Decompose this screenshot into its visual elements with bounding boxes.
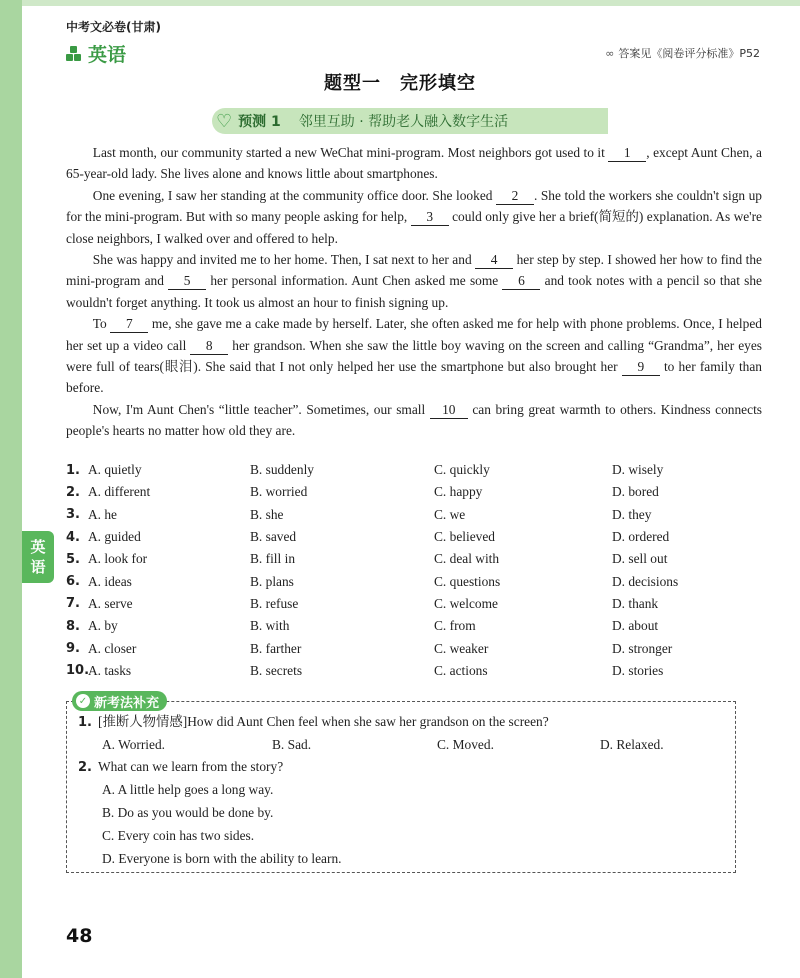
supplement-question-2 (78, 756, 728, 871)
passage-text: Last month, our community started a new WeChat mini-program. Most neighbors got used to it (92, 145, 609, 160)
link-icon: ∞ (605, 47, 615, 60)
answer-options-table (66, 459, 766, 682)
left-margin-rail (0, 0, 22, 978)
top-edge-strip (0, 0, 800, 6)
option-a: A. closer (88, 640, 137, 656)
option-row-number: 10. (66, 663, 90, 679)
option-a: A. guided (88, 529, 141, 545)
passage-text: to her family than before. (66, 359, 762, 396)
option-a: A. Worried. (102, 737, 166, 752)
option-a: A. different (88, 484, 151, 500)
page-number: 48 (66, 925, 93, 947)
option-c: C. questions (434, 573, 501, 589)
passage-text: her grandson. When she saw the little boy waving on the screen and calling “Grandma”, her eyes were full of tears(眼泪). She said that I not only helped her use the smartphone but also brought her (66, 337, 762, 375)
passage-text: can bring great warmth to others. Kindness connects people's hearts no matter how old they are. (66, 401, 762, 439)
subject-side-tab (22, 531, 54, 583)
option-row (66, 570, 766, 592)
option-row-number: 1. (66, 462, 80, 478)
option-b: B. suddenly (250, 462, 314, 478)
option-c: C. actions (434, 662, 488, 678)
grid-icon (66, 46, 82, 62)
passage-text: To (92, 316, 111, 332)
option-row-number: 4. (66, 529, 80, 545)
passage-paragraph (66, 249, 762, 313)
option-a: A. tasks (88, 662, 132, 678)
option-a: A. A little help goes a long way. (102, 782, 274, 797)
option-b: B. with (250, 618, 290, 634)
option-d: D. decisions (612, 573, 679, 589)
side-tab-char: 英 (30, 538, 46, 556)
passage-text: her step by step. I showed her how to find the mini-program and (66, 252, 762, 289)
option-a: A. serve (88, 595, 133, 611)
question-number: 2. (78, 760, 92, 775)
option-b: B. plans (250, 573, 294, 589)
passage-text: One evening, I saw her standing at the community office door. She looked (92, 187, 496, 203)
option-b: B. saved (250, 529, 297, 545)
option-a: A. look for (88, 551, 148, 567)
blank-5: 5 (168, 273, 206, 290)
option-b: B. Sad. (272, 737, 312, 752)
blank-1: 1 (608, 145, 646, 162)
passage-paragraph (66, 142, 762, 185)
blank-6: 6 (502, 273, 540, 290)
option-c: C. happy (434, 484, 483, 500)
option-b: B. she (250, 506, 284, 522)
option-d: D. stronger (612, 640, 673, 656)
option-d: D. ordered (612, 529, 670, 545)
option-d: D. wisely (612, 462, 664, 478)
blank-4: 4 (475, 252, 513, 269)
option-d: D. they (612, 506, 652, 522)
predict-topic: 邻里互助 · 帮助老人融入数字生活 (298, 114, 509, 130)
predict-label: 预测 1 (238, 114, 281, 130)
option-b: B. fill in (250, 551, 296, 567)
heart-icon: ♡ (216, 110, 233, 132)
option-d: D. sell out (612, 551, 668, 567)
answer-reference-text: 答案见《阅卷评分标准》P52 (618, 47, 760, 60)
blank-7: 7 (110, 316, 148, 333)
option-b: B. refuse (250, 595, 299, 611)
option-a: A. by (88, 618, 118, 634)
option-a: A. ideas (88, 573, 132, 589)
option-c: C. welcome (434, 595, 498, 611)
option-a: A. he (88, 506, 118, 522)
blank-8: 8 (190, 338, 228, 355)
option-row (66, 504, 766, 526)
passage-paragraph (66, 399, 762, 442)
option-c: C. Moved. (437, 737, 494, 752)
passage-text: me, she gave me a cake made by herself. Later, she often asked me for help with phone problems. Once, I helped her set up a video call (66, 316, 762, 353)
option-c: C. we (434, 506, 466, 522)
passage-paragraph (66, 185, 762, 249)
option-row-number: 3. (66, 507, 80, 523)
option-row (66, 660, 766, 682)
option-c: C. weaker (434, 640, 489, 656)
option-c: C. Every coin has two sides. (102, 828, 255, 843)
passage-text: . She told the workers she couldn't sign up for the mini-program. But with so many people asking for help, (66, 187, 762, 225)
section-title: 题型一 完形填空 (324, 73, 476, 94)
blank-10: 10 (430, 402, 468, 419)
option-b: B. secrets (250, 662, 303, 678)
blank-2: 2 (496, 188, 534, 205)
passage-text: Now, I'm Aunt Chen's “little teacher”. Sometimes, our small (92, 401, 430, 417)
option-c: C. quickly (434, 462, 490, 478)
supplement-tab (72, 691, 167, 711)
option-row-number: 7. (66, 596, 80, 612)
cloze-passage (66, 142, 762, 442)
option-row (66, 481, 766, 503)
passage-text: , except Aunt Chen, a 65-year-old lady. She lives alone and knows little about smartphones. (66, 145, 762, 182)
option-row-number: 8. (66, 618, 80, 634)
check-icon: ✓ (76, 694, 90, 708)
blank-9: 9 (622, 359, 660, 376)
question-number: 1. (78, 715, 92, 730)
option-d: D. stories (612, 662, 664, 678)
option-c: C. from (434, 618, 476, 634)
option-d: D. thank (612, 595, 659, 611)
option-d: D. about (612, 618, 659, 634)
option-row-number: 9. (66, 641, 80, 657)
option-row-number: 5. (66, 551, 80, 567)
option-b: B. Do as you would be done by. (102, 805, 274, 820)
option-b: B. worried (250, 484, 308, 500)
side-tab-char: 语 (30, 558, 46, 576)
option-row-number: 2. (66, 484, 80, 500)
supplement-tab-label: 新考法补充 (94, 695, 160, 711)
option-row (66, 548, 766, 570)
blank-3: 3 (411, 209, 449, 226)
option-row (66, 637, 766, 659)
passage-text: She was happy and invited me to her home. Then, I sat next to her and (92, 252, 476, 268)
option-b: B. farther (250, 640, 302, 656)
subject-label: 英语 (88, 44, 127, 66)
option-d: D. Relaxed. (600, 737, 664, 752)
option-row (66, 459, 766, 481)
option-a: A. quietly (88, 462, 142, 478)
option-d: D. bored (612, 484, 659, 500)
supplement-question-1 (78, 711, 728, 756)
question-text: [推断人物情感]How did Aunt Chen feel when she saw her grandson on the screen? (97, 714, 549, 729)
option-d: D. Everyone is born with the ability to learn. (102, 851, 342, 866)
predict-banner (212, 108, 608, 134)
option-c: C. believed (434, 529, 495, 545)
answer-reference (605, 45, 760, 61)
option-row (66, 526, 766, 548)
option-c: C. deal with (434, 551, 500, 567)
passage-text: her personal information. Aunt Chen asked me some (206, 273, 503, 289)
series-title: 中考文必卷(甘肃) (66, 20, 161, 34)
passage-paragraph (66, 313, 762, 399)
option-row-number: 6. (66, 574, 80, 590)
option-row (66, 593, 766, 615)
option-row (66, 615, 766, 637)
subject-heading (66, 40, 126, 67)
passage-text: and took notes with a pencil so that she wouldn't forget anything. It took us almost an hour to finish signing up. (66, 273, 763, 310)
passage-text: could only give her a brief(简短的) explanation. As we're close neighbors, I walked over and offered to help. (66, 209, 762, 246)
question-text: What can we learn from the story? (97, 759, 284, 774)
